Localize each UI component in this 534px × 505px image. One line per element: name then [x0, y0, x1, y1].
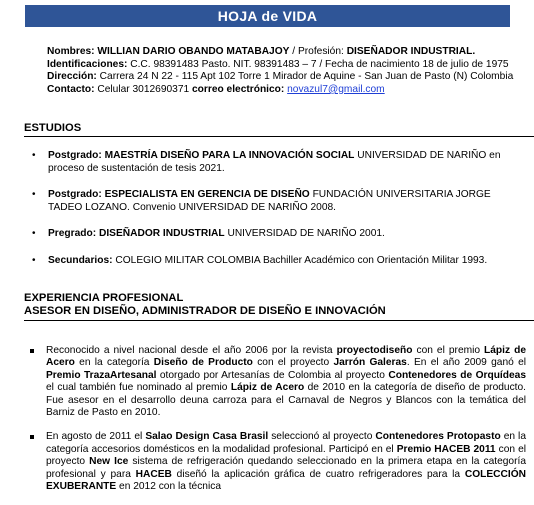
address-value: Carrera 24 N 22 - 115 Apt 102 Torre 1 Mirador de Aquine - San Juan de Pasto (N) Colombia	[99, 71, 514, 83]
study-detail: UNIVERSIDAD DE NARIÑO 2001.	[227, 228, 385, 239]
study-level: Postgrado:	[48, 189, 102, 200]
name-label: Nombres:	[47, 46, 95, 57]
header-title-bar	[25, 5, 510, 27]
bullet-icon	[30, 349, 34, 353]
address-label: Dirección:	[47, 71, 97, 83]
study-degree: DISEÑADOR INDUSTRIAL	[98, 228, 225, 239]
study-degree: ESPECIALISTA EN GERENCIA DE DISEÑO	[104, 189, 310, 200]
bullet-icon	[30, 435, 34, 439]
id-label: Identificaciones:	[47, 58, 128, 70]
id-row	[47, 59, 527, 72]
study-level: Secundarios:	[48, 254, 113, 266]
contact-value: Celular 3012690371	[97, 83, 190, 95]
experiencia-subheading: ASESOR EN DISEÑO, ADMINISTRADOR DE DISEÑO E INNOVACIÓN	[24, 305, 386, 317]
estudios-heading: ESTUDIOS	[24, 122, 82, 134]
address-row	[47, 71, 527, 84]
experiencia-heading: EXPERIENCIA PROFESIONAL	[24, 292, 184, 304]
estudios-list	[32, 150, 522, 281]
experiencia-divider	[24, 320, 534, 321]
profession-value: DISEÑADOR INDUSTRIAL.	[346, 46, 476, 57]
study-detail: FUNDACIÓN UNIVERSITARIA JORGE TADEO LOZANO. Convenio UNIVERSIDAD DE NARIÑO 2008.	[48, 189, 491, 213]
email-link[interactable]: novazul7@gmail.com	[287, 83, 385, 95]
list-item	[32, 228, 522, 241]
study-detail: COLEGIO MILITAR COLOMBIA Bachiller Académico con Orientación Militar 1993.	[115, 254, 488, 266]
list-item	[32, 189, 522, 214]
contact-row	[47, 84, 527, 97]
estudios-divider	[24, 136, 534, 137]
list-item: En agosto de 2011 el Salao Design Casa Brasil seleccionó al proyecto Contenedores Protopasto en la categoría accesorios domésticos en la modalidad profesional. Participó en el Premio HACEB 2011 con el proyecto New Ice sistema de refrigeración quedando seleccionado en la primera etapa en la categoría profesional y para HACEB diseñó la aplicación gráfica de cuatro refrigeradores para la COLECCIÓN EXUBERANTE en 2012 con la técnica	[30, 431, 526, 493]
experiencia-list	[30, 345, 526, 505]
list-item	[32, 255, 522, 268]
personal-info	[47, 46, 527, 96]
study-degree: MAESTRÍA DISEÑO PARA LA INNOVACIÓN SOCIAL	[104, 150, 355, 161]
bullet-icon: •	[32, 254, 36, 266]
contact-label: Contacto:	[47, 83, 95, 95]
bullet-icon: •	[32, 189, 36, 200]
id-value: C.C. 98391483 Pasto. NIT. 98391483 – 7 / Fecha de nacimiento 18 de julio de 1975	[130, 58, 509, 70]
bullet-icon: •	[32, 150, 36, 161]
page-title: HOJA de VIDA	[217, 8, 318, 24]
email-label: correo electrónico:	[192, 83, 285, 95]
name-value: WILLIAN DARIO OBANDO MATABAJOY	[97, 46, 290, 57]
bullet-icon: •	[32, 228, 36, 239]
profession-label: Profesión:	[297, 46, 344, 57]
study-detail: UNIVERSIDAD DE NARIÑO en proceso de sustentación de tesis 2021.	[48, 150, 501, 174]
list-item: Reconocido a nivel nacional desde el año 2006 por la revista proyectodiseño con el premio Lápiz de Acero en la categoría Diseño de Producto con el proyecto Jarrón Galeras. En el año 2009 ganó el Premio TrazaArtesanal otorgado por Artesanías de Colombia al proyecto Contenedores de Orquídeas el cual también fue nominado al premio Lápiz de Acero de 2010 en la categoría de diseño de producto. Fue asesor en el desarrollo deuna carroza para el Carnaval de Negros y Blancos con la temática del Barniz de Pasto en 2010.	[30, 345, 526, 419]
list-item	[32, 150, 522, 175]
name-row: Nombres: WILLIAN DARIO OBANDO MATABAJOY / Profesión: DISEÑADOR INDUSTRIAL.	[47, 46, 476, 57]
study-level: Pregrado:	[48, 228, 97, 239]
study-level: Postgrado:	[48, 150, 102, 161]
